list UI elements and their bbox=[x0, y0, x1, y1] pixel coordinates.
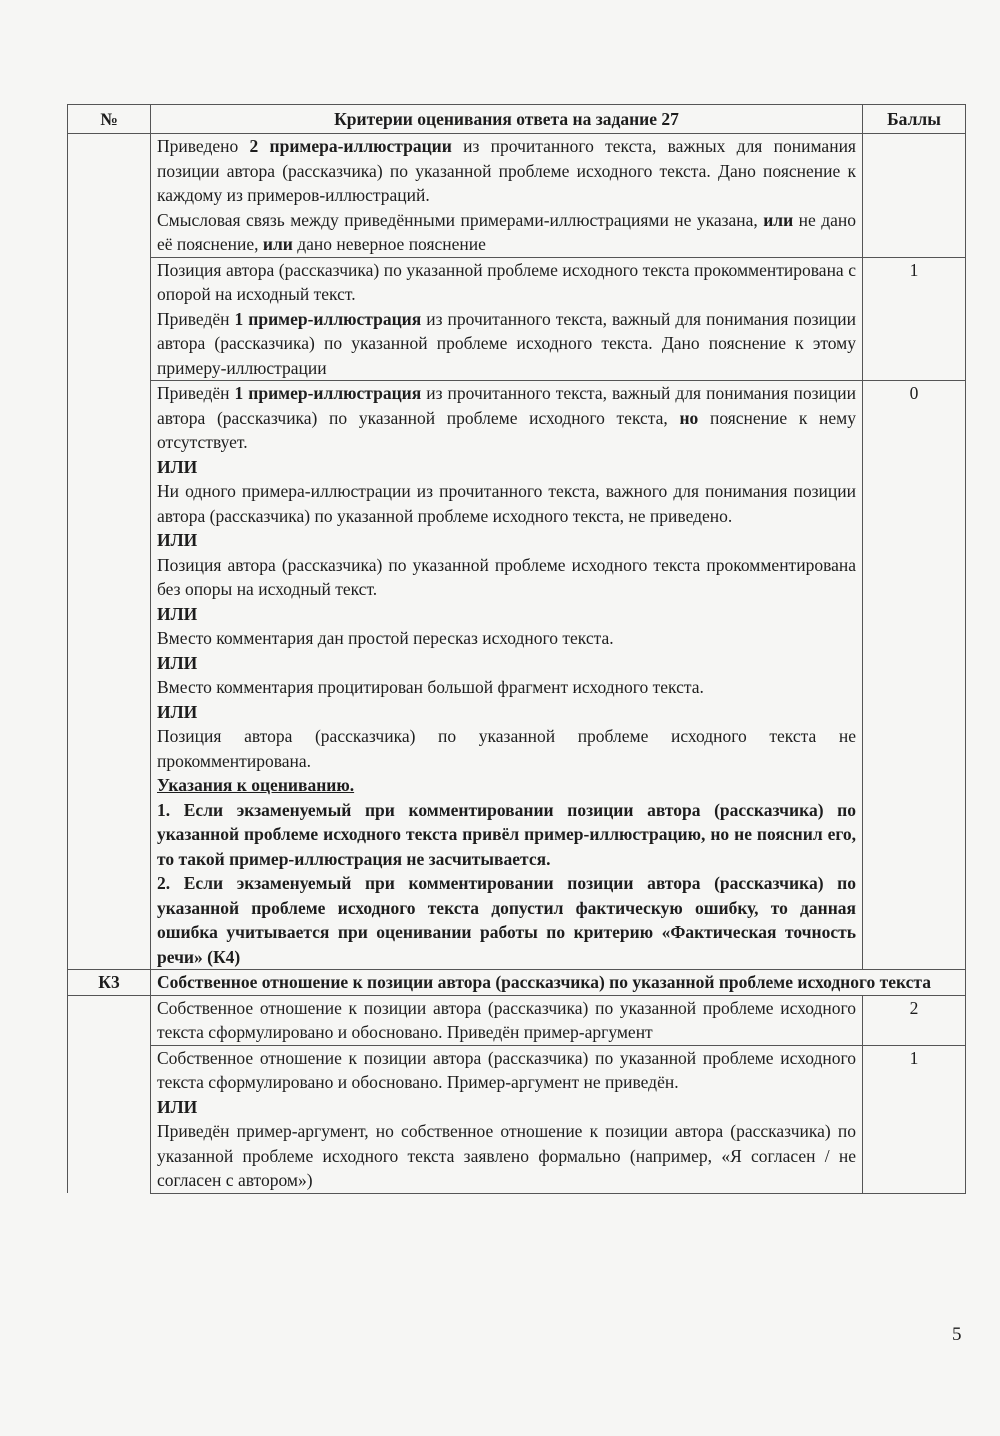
table-row bbox=[68, 381, 966, 970]
criteria-cell bbox=[151, 257, 863, 381]
criteria-paragraph: Собственное отношение к позиции автора (рассказчика) по указанной проблеме исходного текста сформулировано и обосновано. Пример-аргумент не приведён. bbox=[157, 1047, 856, 1092]
header-number: № bbox=[68, 105, 151, 134]
text-span: не дано её пояснение, bbox=[157, 209, 856, 254]
criteria-paragraph: Позиция автора (рассказчика) по указанной проблеме исходного текста прокомментирована с опорой на исходный текст. bbox=[157, 259, 856, 304]
points-cell bbox=[863, 134, 966, 258]
criterion-title: Собственное отношение к позиции автора (рассказчика) по указанной проблеме исходного текста bbox=[151, 970, 966, 996]
points-cell: 1 bbox=[863, 257, 966, 381]
criteria-paragraph: Приведён пример-аргумент, но собственное отношение к позиции автора (рассказчика) по указанной проблеме исходного текста заявлено формально (например, «Я согласен / не согласен с автором») bbox=[157, 1121, 856, 1190]
criteria-cell bbox=[151, 1045, 863, 1193]
table-row bbox=[68, 257, 966, 381]
points-cell: 1 bbox=[863, 1045, 966, 1193]
criterion-heading-row bbox=[68, 970, 966, 996]
bold-text: или bbox=[262, 234, 293, 254]
table-header-row bbox=[68, 105, 966, 134]
criteria-paragraph bbox=[157, 381, 856, 455]
criterion-code: К3 bbox=[68, 970, 151, 996]
text-span: пояснение к нему отсутствует. bbox=[157, 407, 856, 452]
or-label: ИЛИ bbox=[157, 603, 198, 624]
text-span: из прочитанного текста, важный для понимания позиции автора (рассказчика) по указанной проблеме исходного текста. Дано пояснение к этому примеру-иллюстрации bbox=[157, 308, 856, 378]
text-span: Приведён bbox=[157, 383, 235, 403]
criteria-cell bbox=[151, 381, 863, 970]
bold-text: 1 пример-иллюстрация bbox=[234, 308, 422, 329]
text-span: дано неверное пояснение bbox=[292, 234, 486, 254]
bold-text: но bbox=[679, 407, 699, 428]
note-item: 2. Если экзаменуемый при комментировании позиции автора (рассказчика) по указанной проблеме исходного текста допустил фактическую ошибку, то данная ошибка учитывается при оценивании работы по критерию «Фактическая точность речи» (К4) bbox=[157, 873, 856, 967]
number-cell bbox=[68, 381, 151, 970]
criteria-cell: Собственное отношение к позиции автора (рассказчика) по указанной проблеме исходного текста сформулировано и обосновано. Приведён пример-аргумент bbox=[151, 995, 863, 1045]
text-span: Приведён bbox=[157, 308, 235, 329]
criteria-paragraph: Позиция автора (рассказчика) по указанной проблеме исходного текста прокомментирована без опоры на исходный текст. bbox=[157, 554, 856, 599]
criteria-paragraph: Ни одного примера-иллюстрации из прочитанного текста, важного для понимания позиции автора (рассказчика) по указанной проблеме исходного текста, не приведено. bbox=[157, 481, 856, 526]
criteria-paragraph bbox=[157, 307, 856, 381]
or-label: ИЛИ bbox=[157, 701, 198, 722]
criteria-paragraph bbox=[157, 208, 856, 257]
criteria-paragraph: Вместо комментария дан простой пересказ исходного текста. bbox=[157, 628, 614, 648]
number-cell bbox=[68, 257, 151, 381]
points-cell: 2 bbox=[863, 995, 966, 1045]
bold-text: 1 пример-иллюстрация bbox=[234, 383, 422, 403]
text-span: Приведено bbox=[157, 136, 250, 156]
notes-title: Указания к оцениванию. bbox=[157, 775, 355, 795]
bold-text: или bbox=[763, 209, 794, 230]
or-label: ИЛИ bbox=[157, 530, 198, 550]
header-points: Баллы bbox=[863, 105, 966, 134]
text-span: из прочитанного текста, важный для понимания позиции автора (рассказчика) по указанной проблеме исходного текста, bbox=[157, 383, 856, 428]
criteria-table bbox=[67, 104, 966, 1194]
criteria-paragraph: Вместо комментария процитирован большой фрагмент исходного текста. bbox=[157, 677, 704, 697]
number-cell bbox=[68, 134, 151, 258]
criteria-cell bbox=[151, 134, 863, 258]
or-label: ИЛИ bbox=[157, 456, 198, 477]
points-cell: 0 bbox=[863, 381, 966, 970]
header-criteria: Критерии оценивания ответа на задание 27 bbox=[151, 105, 863, 134]
criteria-paragraph bbox=[157, 134, 856, 208]
note-item: 1. Если экзаменуемый при комментировании позиции автора (рассказчика) по указанной проблеме исходного текста привёл пример-иллюстрацию, но не пояснил его, то такой пример-иллюстрация не засчитывается. bbox=[157, 799, 856, 869]
page-number: 5 bbox=[952, 1324, 962, 1345]
bold-text: 2 примера-иллюстрации bbox=[249, 136, 452, 156]
table-row bbox=[68, 134, 966, 258]
table-row bbox=[68, 1045, 966, 1193]
table-row bbox=[68, 995, 966, 1045]
number-cell bbox=[68, 1045, 151, 1193]
or-label: ИЛИ bbox=[157, 652, 198, 673]
text-span: из прочитанного текста, важных для понимания позиции автора (рассказчика) по указанной проблеме исходного текста. Дано пояснение к каждому из примеров-иллюстраций. bbox=[157, 136, 856, 205]
criteria-paragraph: Позиция автора (рассказчика) по указанной проблеме исходного текста не прокомментирована. bbox=[157, 726, 856, 771]
text-span: Смысловая связь между приведёнными примерами-иллюстрациями не указана, bbox=[157, 209, 764, 230]
number-cell bbox=[68, 995, 151, 1045]
or-label: ИЛИ bbox=[157, 1096, 198, 1117]
